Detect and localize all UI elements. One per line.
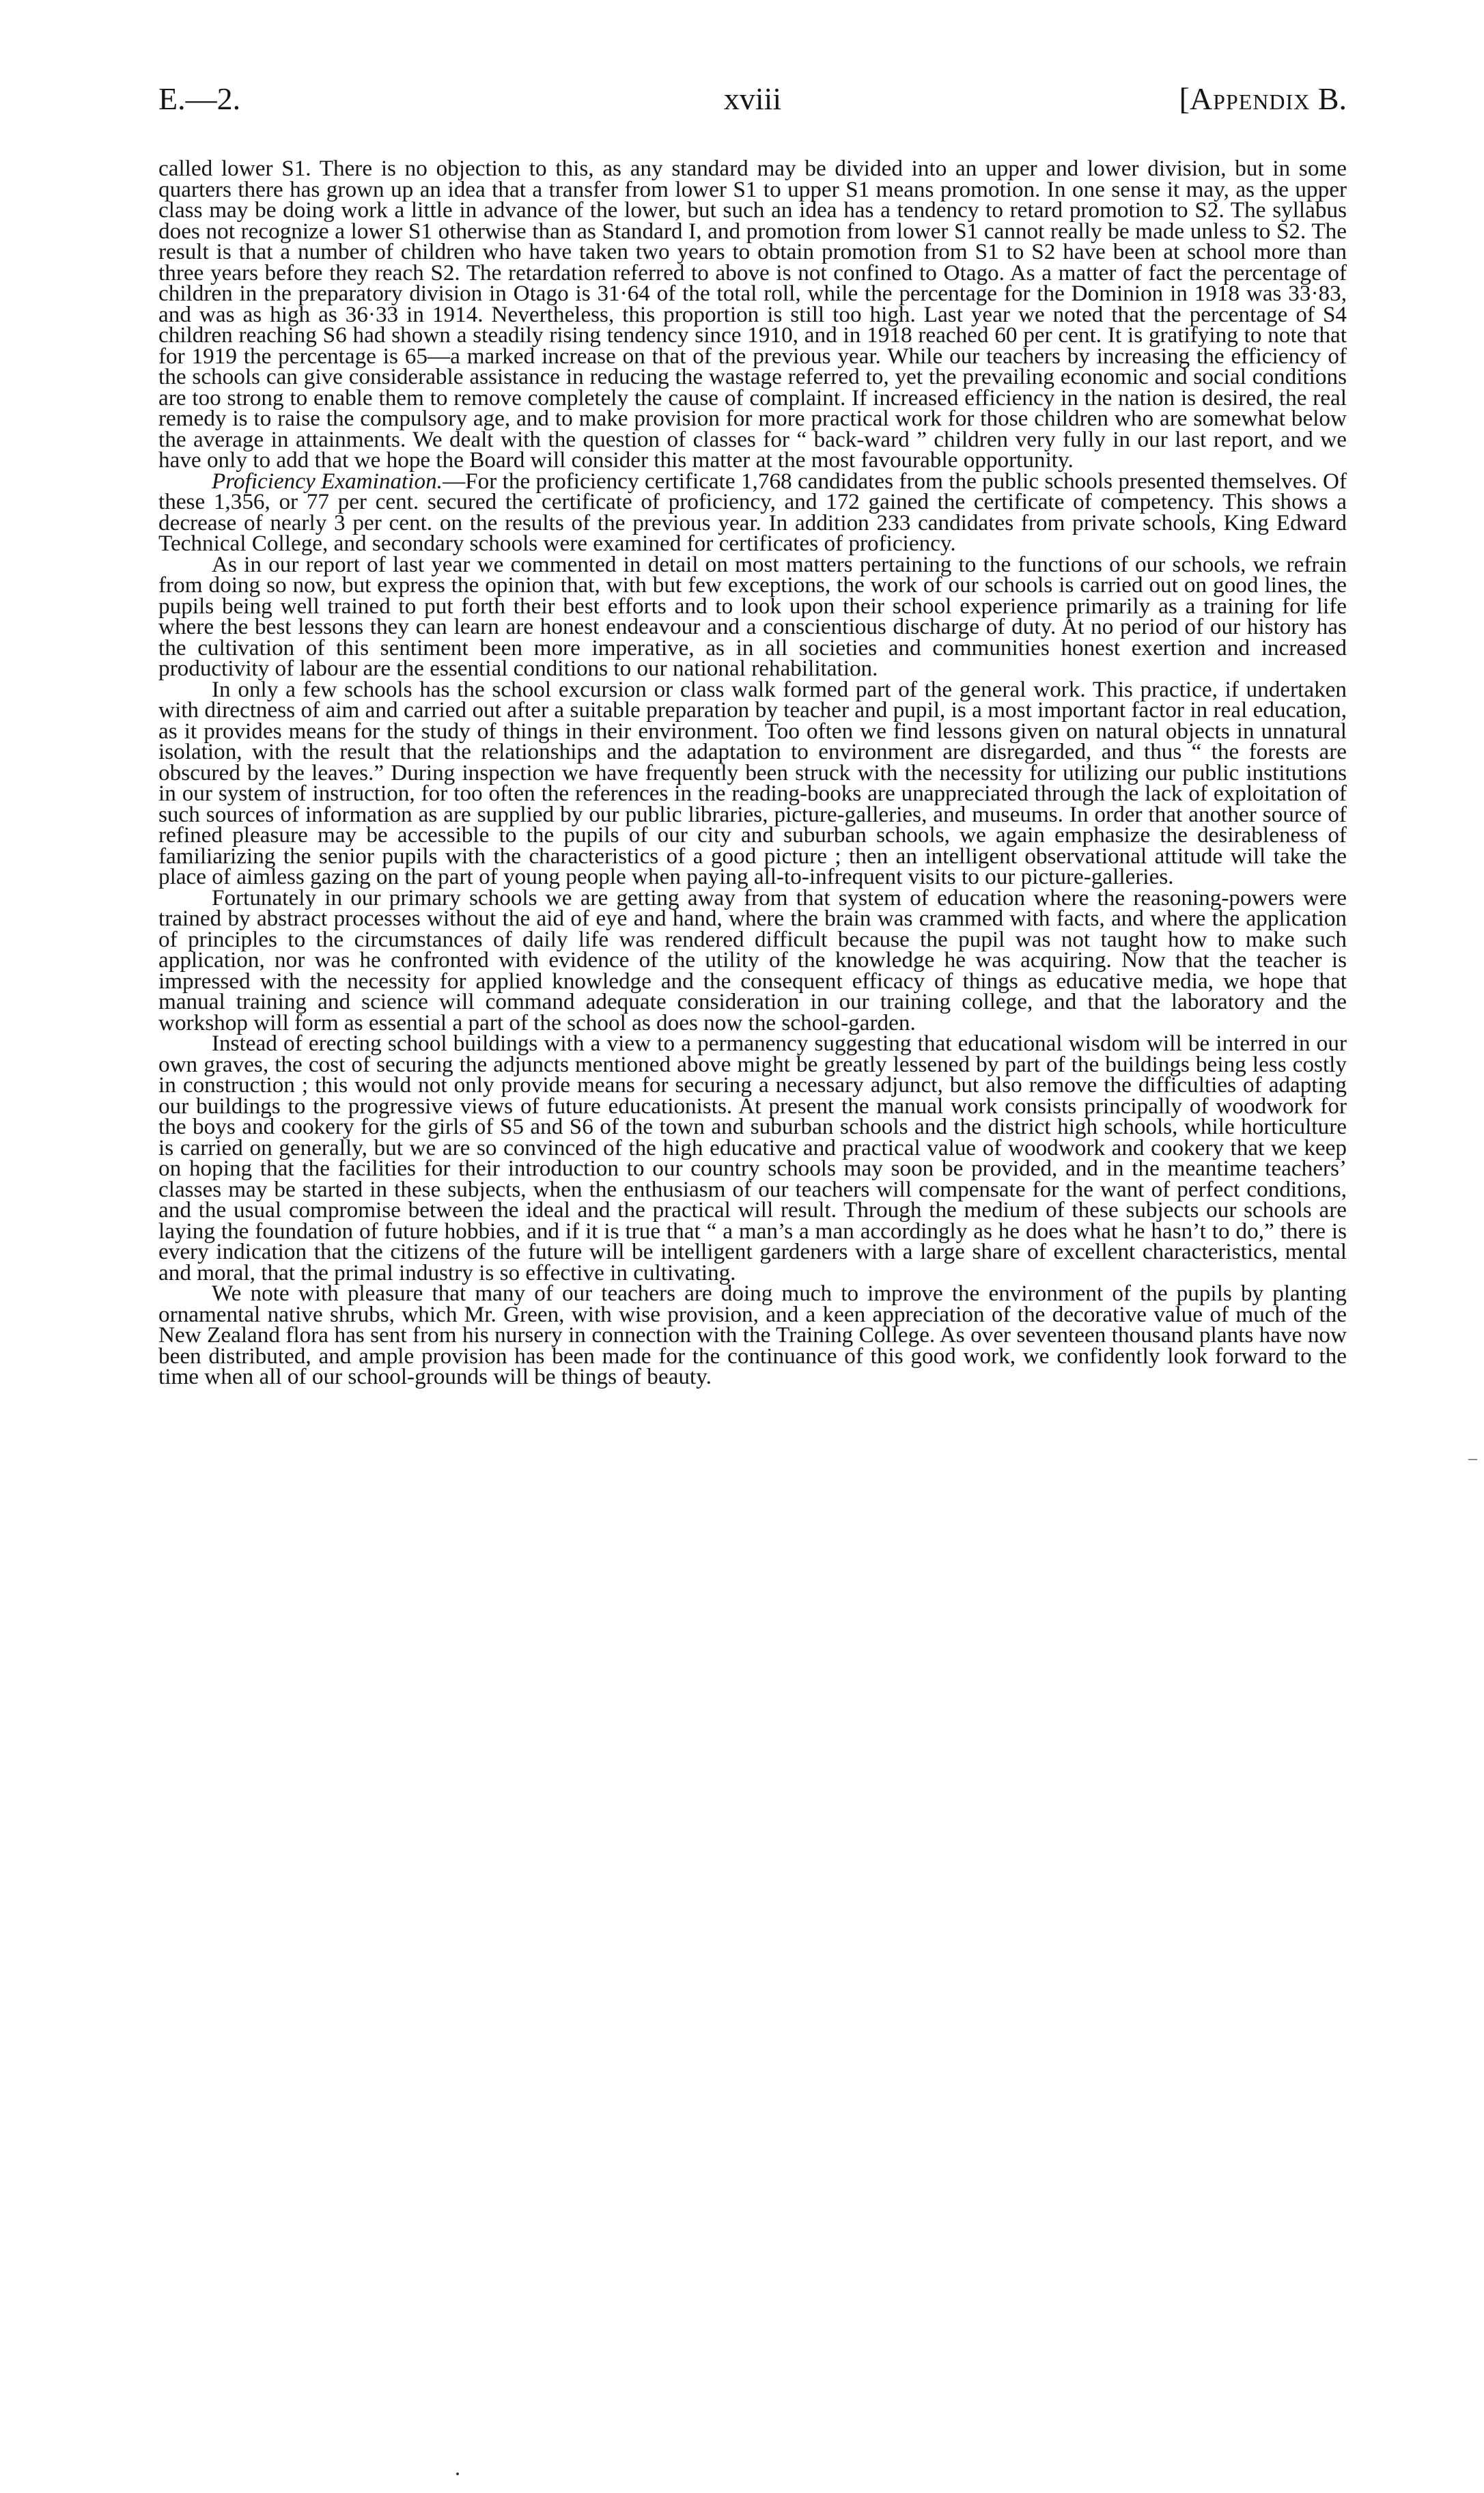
paragraph-text: called lower S1. There is no objection to this, as any standard may be divided into an upper and lower division, but in some quarters there has grown up an idea that a transfer from lower S1 to upper S1 means promotion. In one sense it may, as the upper class may be doing work a little in advance of the lower, but such an idea has a tendency to retard promotion to S2. The syllabus does not recognize a lower S1 otherwise than as Standard I, and promotion from lower S1 cannot really be made unless to S2. The result is that a number of children who have taken two years to obtain promotion from S1 to S2 have been at school more than three years before they reach S2. The retardation referred to above is not confined to Otago. As a matter of fact the percentage of children in the preparatory division in Otago is 31·64 of the total roll, while the percentage for the Dominion in 1918 was 33·83, and was as high as 36·33 in 1914. Nevertheless, this proportion is still too high. Last year we noted that the percentage of S4 children reaching S6 had shown a steadily rising tendency since 1910, and in 1918 reached 60 per cent. It is gratifying to note that for 1919 the percentage is 65—a marked increase on that of the previous year. While our teachers by increasing the efficiency of the schools can give considerable assistance in reducing the wastage referred to, yet the prevailing economic and social conditions are too strong to enable them to remove completely the cause of complaint. If increased efficiency in the nation is desired, the real remedy is to raise the compulsory age, and to make provision for more practical work for those children who are somewhat below the average in attainments. We dealt with the question of classes for “ back-ward ” children very fully in our last report, and we have only to add that we hope the Board will consider this matter at the most favourable opportunity. — [158, 156, 1347, 473]
paragraph-text: We note with pleasure that many of our teachers are doing much to improve the environment of the pupils by planting ornamental native shrubs, which Mr. Green, with wise provision, and a keen appreciation of the decorative value of much of the New Zealand flora has sent from his nursery in connection with the Training College. As over seventeen thousand plants have now been distributed, and ample provision has been made for the continuance of this good work, we confidently look forward to the time when all of our school-grounds will be things of beauty. — [158, 1281, 1347, 1389]
appendix-bracket: [ — [1179, 81, 1190, 116]
paragraph-school-buildings — [158, 1033, 1347, 1283]
paragraph-proficiency-examination — [158, 468, 1347, 556]
paragraph-native-shrubs — [158, 1283, 1347, 1388]
document-reference: E.—2. — [158, 81, 241, 116]
paragraph-functions-of-schools — [158, 551, 1347, 681]
page-header — [158, 81, 1347, 122]
paragraph-lead: Proficiency Examination. — [212, 468, 443, 494]
margin-mark: – — [1468, 1448, 1477, 1468]
paragraph-applied-knowledge — [158, 885, 1347, 1035]
appendix-label — [1179, 81, 1347, 117]
paragraph-text: In only a few schools has the school excursion or class walk formed part of the general work. This practice, if undertaken with directness of aim and carried out after a suitable preparation by teacher and pupil, is a most important factor in real education, as it provides means for the study of things in their environment. Too often we find lessons given on natural objects in unnatural isolation, with the result that the relationships and the adaptation to environment are disregarded, and thus “ the forests are obscured by the leaves.” During inspection we have frequently been struck with the necessity for utilizing our public institutions in our system of instruction, for too often the references in the reading-books are unappreciated through the lack of exploitation of such sources of information as are supplied by our public libraries, picture-galleries, and museums. In order that another source of refined pleasure may be accessible to the pupils of our city and suburban schools, we again emphasize the desirableness of familiarizing the senior pupils with the characteristics of a good picture ; then an intelligent observational attitude will take the place of aimless gazing on the part of young people when paying all-to-infrequent visits to our picture-galleries. — [158, 676, 1347, 889]
paragraph-text: Instead of erecting school buildings with a view to a permanency suggesting that educational wisdom will be interred in our own graves, the cost of securing the adjuncts mentioned above might be greatly lessened by part of the buildings being less costly in construction ; this would not only provide means for securing a necessary adjunct, but also remove the difficulties of adapting our buildings to the progressive views of future educationists. At present the manual work consists principally of woodwork for the boys and cookery for the girls of S5 and S6 of the town and suburban schools and the district high schools, while horticulture is carried on generally, but we are so convinced of the high educative and practical value of woodwork and cookery that we keep on hoping that the facilities for their introduction to our country schools may soon be provided, and in the meantime teachers’ classes may be started in these subjects, when the enthusiasm of our teachers will compensate for the want of perfect conditions, and the usual compromise between the ideal and the practical will result. Through the medium of these subjects our schools are laying the foundation of future hobbies, and if it is true that “ a man’s a man accordingly as he does what he hasn’t to do,” there is every indication that the citizens of the future will be intelligent gardeners with a large share of excellent characteristics, mental and moral, that the primal industry is so effective in cultivating. — [158, 1031, 1347, 1285]
paragraph-text: Fortunately in our primary schools we are getting away from that system of education where the reasoning-powers were trained by abstract processes without the aid of eye and hand, where the brain was crammed with facts, and where the application of principles to the circumstances of daily life was rendered difficult because the pupil was not taught how to make such application, nor was he confronted with evidence of the utility of the knowledge he was acquiring. Now that the teacher is impressed with the necessity for applied knowledge and the consequent efficacy of things as educative media, we hope that manual training and science will command adequate consideration in our training college, and that the laboratory and the workshop will form as essential a part of the school as does now the school-garden. — [158, 885, 1347, 1035]
body-text — [158, 158, 1347, 1388]
paragraph-school-excursion — [158, 676, 1347, 889]
page-number: xviii — [723, 81, 782, 116]
paragraph-text: —For the proficiency certificate 1,768 candidates from the public schools presented themselves. Of these 1,356, or 77 per cent. secured the certificate of proficiency, and 172 gained the certificate of competency. This shows a decrease of nearly 3 per cent. on the results of the previous year. In addition 233 candidates from private schools, King Edward Technical College, and secondary schools were examined for certificates of proficiency. — [158, 468, 1347, 556]
scan-speck — [456, 2473, 459, 2475]
paragraph-retardation — [158, 158, 1347, 471]
paragraph-text: As in our report of last year we commented in detail on most matters pertaining to the functions of our schools, we refrain from doing so now, but express the opinion that, with but few exceptions, the work of our schools is carried out on good lines, the pupils being well trained to put forth their best efforts and to look upon their school experience primarily as a training for life where the best lessons they can learn are honest endeavour and a conscientious discharge of duty. At no period of our history has the cultivation of this sentiment been more imperative, as in all societies and communities honest exertion and increased productivity of labour are the essential conditions to our national rehabilitation. — [158, 551, 1347, 681]
appendix-letter: B. — [1317, 81, 1347, 116]
appendix-word: Appendix — [1189, 81, 1311, 116]
